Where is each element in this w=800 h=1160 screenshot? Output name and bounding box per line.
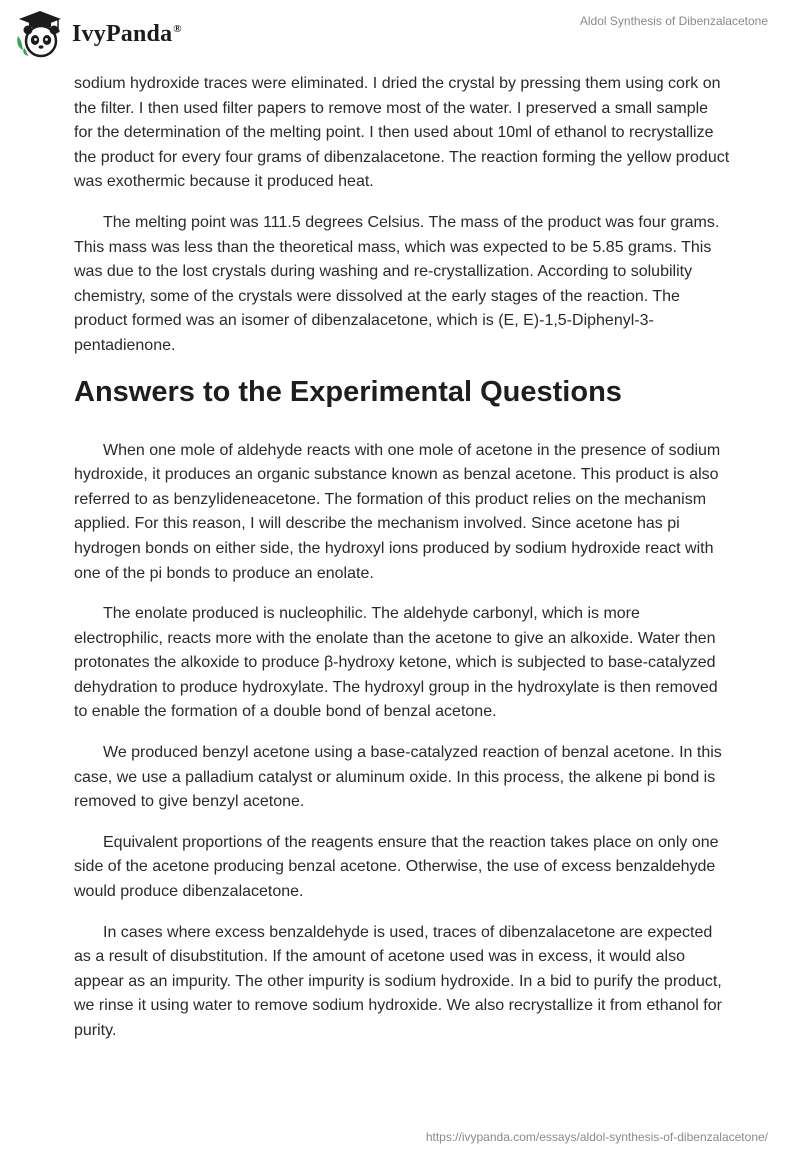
paragraph: sodium hydroxide traces were eliminated. I dried the crystal by pressing them using cork on the filter. I then used filter papers to remove most of the water. I preserved a small sample for the determination of the melting point. I then used about 10ml of ethanol to recrystallize the product for every four grams of dibenzalacetone. The reaction forming the yellow product was exothermic because it produced heat. [74,75,730,191]
essay-body [74,72,730,1060]
paragraph: We produced benzyl acetone using a base-catalyzed reaction of benzal acetone. In this case, we use a palladium catalyst or aluminum oxide. In this process, the alkene pi bond is removed to give benzyl acetone. [74,744,722,811]
paragraph: Equivalent proportions of the reagents ensure that the reaction takes place on only one side of the acetone producing benzal acetone. Otherwise, the use of excess benzaldehyde would produce dibenzalacetone. [74,833,719,901]
logo-wordmark: IvyPanda® [72,20,182,47]
site-logo[interactable] [14,8,182,58]
panda-logo-icon [14,8,66,58]
paragraph: The melting point was 111.5 degrees Celsius. The mass of the product was four grams. This mass was less than the theoretical mass, which was expected to be 5.85 grams. This was due to the lost crystals during washing and re-crystallization. According to solubility chemistry, some of the crystals were dissolved at the early stages of the reaction. The product formed was an isomer of dibenzalacetone, which is (E, E)-1,5-Diphenyl-3-pentadienone. [74,213,720,354]
paragraph: The enolate produced is nucleophilic. The aldehyde carbonyl, which is more electrophilic, reacts more with the enolate than the acetone to give an alkoxide. Water then protonates the alkoxide to produce β-hydroxy ketone, which is subjected to base-catalyzed dehydration to produce hydroxylate. The hydroxyl group in the hydroxylate is then removed to enable the formation of a double bond of benzal acetone. [74,605,718,721]
registered-mark: ® [173,22,182,35]
document-title: Aldol Synthesis of Dibenzalacetone [579,14,768,28]
source-url-link[interactable]: https://ivypanda.com/essays/aldol-synthesis-of-dibenzalacetone/ [425,1130,768,1144]
section-heading: Answers to the Experimental Questions [74,375,622,408]
page-header [0,0,800,70]
paragraph: In cases where excess benzaldehyde is used, traces of dibenzalacetone are expected as a result of disubstitution. If the amount of acetone used was in excess, it would also appear as an impurity. The other impurity is sodium hydroxide. In a bid to purify the product, we rinse it using water to remove sodium hydroxide. We also recrystallize it from ethanol for purity. [74,923,722,1039]
paragraph: When one mole of aldehyde reacts with one mole of acetone in the presence of sodium hydroxide, it produces an organic substance known as benzal acetone. This product is also referred to as benzylideneacetone. The formation of this product relies on the mechanism applied. For this reason, I will describe the mechanism involved. Since acetone has pi hydrogen bonds on either side, the hydroxyl ions produced by sodium hydroxide react with one of the pi bonds to produce an enolate. [74,441,721,582]
